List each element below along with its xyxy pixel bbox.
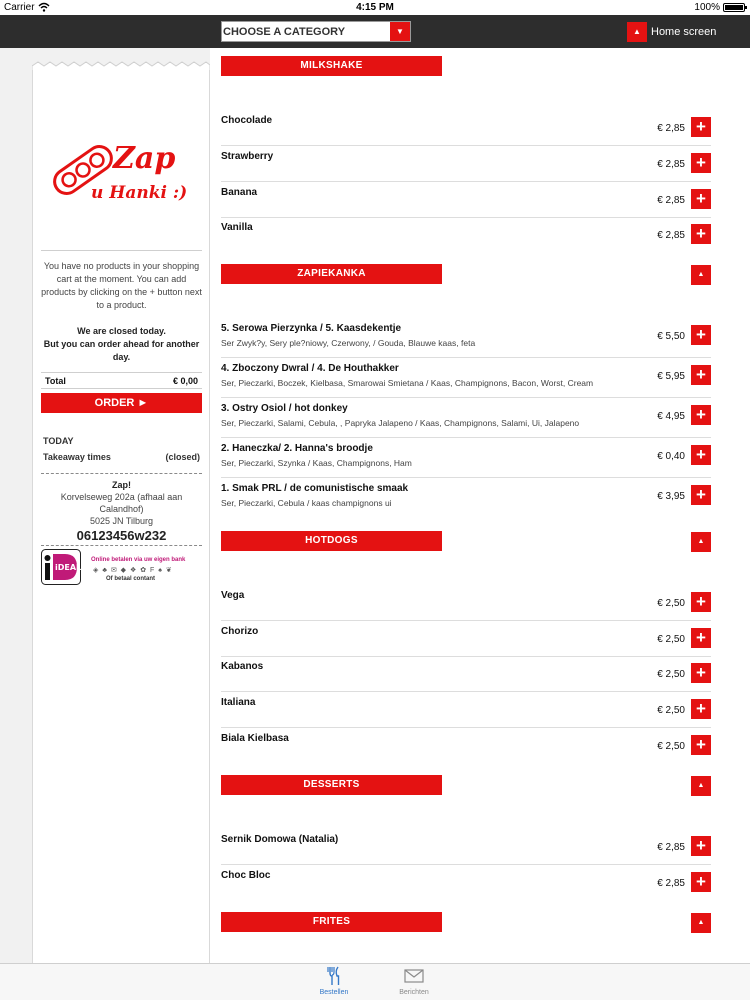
product-price: € 2,50 xyxy=(657,634,685,645)
collapse-category-button[interactable]: ▲ xyxy=(691,265,711,285)
add-to-cart-button[interactable]: + xyxy=(691,735,711,755)
address-line: Korvelseweg 202a (afhaal aan Calandhof) xyxy=(60,492,183,514)
product-description: Ser, Pieczarki, Salami, Cebula, , Papryka Jalapeno / Kaas, Champignons, Salami, Ui, Jalapeno xyxy=(221,418,580,428)
product-row xyxy=(221,692,711,728)
takeaway-label: Takeaway times xyxy=(43,452,111,462)
product-row xyxy=(221,621,711,657)
category-header: MILKSHAKE xyxy=(221,56,442,76)
product-price: € 0,40 xyxy=(657,451,685,462)
closed-notice xyxy=(41,325,202,364)
product-row xyxy=(221,728,711,764)
add-to-cart-button[interactable]: + xyxy=(691,117,711,137)
product-name: Italiana xyxy=(221,697,256,708)
add-to-cart-button[interactable]: + xyxy=(691,592,711,612)
category-header: DESSERTS xyxy=(221,775,442,795)
svg-text:iDEAL: iDEAL xyxy=(55,563,81,572)
cash-text: Of betaal contant xyxy=(106,576,156,582)
dashed-divider xyxy=(41,473,202,474)
tab-label-bestellen: Bestellen xyxy=(319,989,349,996)
product-row xyxy=(221,358,711,398)
product-row xyxy=(221,656,711,692)
product-row xyxy=(221,829,711,865)
add-to-cart-button[interactable]: + xyxy=(691,365,711,385)
product-row xyxy=(221,438,711,478)
zap-logo xyxy=(47,130,197,210)
envelope-icon xyxy=(403,966,425,986)
phone-number[interactable]: 06123456w232 xyxy=(76,528,167,543)
add-to-cart-button[interactable]: + xyxy=(691,663,711,683)
total-label: Total xyxy=(45,376,66,386)
status-bar xyxy=(0,0,750,15)
home-screen-button[interactable] xyxy=(627,22,716,42)
product-price: € 4,95 xyxy=(657,411,685,422)
add-to-cart-button[interactable]: + xyxy=(691,153,711,173)
collapse-category-button[interactable]: ▲ xyxy=(691,913,711,933)
home-screen-label: Home screen xyxy=(651,26,717,38)
tab-bestellen[interactable] xyxy=(304,966,364,996)
battery-icon xyxy=(723,3,745,12)
product-price: € 2,85 xyxy=(657,123,685,134)
cart-empty-message: You have no products in your shopping cart at the moment. You can add products by clicking on the + button next to a product. xyxy=(41,261,202,310)
ideal-logo xyxy=(41,549,81,585)
product-row xyxy=(221,217,711,253)
add-to-cart-button[interactable]: + xyxy=(691,224,711,244)
product-row xyxy=(221,585,711,621)
dashed-divider xyxy=(41,545,202,546)
category-header: HOTDOGS xyxy=(221,531,442,551)
shop-name: Zap! xyxy=(112,480,131,490)
product-price: € 2,85 xyxy=(657,230,685,241)
fork-knife-icon xyxy=(323,966,345,986)
product-description: Ser, Pieczarki, Szynka / Kaas, Champignons, Ham xyxy=(221,458,412,468)
category-select-label: CHOOSE A CATEGORY xyxy=(223,26,346,38)
product-row xyxy=(221,398,711,438)
product-name: Banana xyxy=(221,187,258,198)
takeaway-status: (closed) xyxy=(165,452,200,462)
clock: 4:15 PM xyxy=(356,2,394,13)
closed-subtitle: But you can order ahead for another day. xyxy=(43,339,200,362)
today-label: TODAY xyxy=(43,436,74,446)
product-name: Strawberry xyxy=(221,151,274,162)
product-name: Vega xyxy=(221,590,245,601)
add-to-cart-button[interactable]: + xyxy=(691,445,711,465)
add-to-cart-button[interactable]: + xyxy=(691,405,711,425)
ideal-text: Online betalen via uw eigen bank xyxy=(91,557,186,563)
cart-total-row xyxy=(45,376,198,386)
divider xyxy=(41,372,202,373)
add-to-cart-button[interactable]: + xyxy=(691,872,711,892)
product-name: Kabanos xyxy=(221,661,264,672)
product-price: € 5,50 xyxy=(657,331,685,342)
chevron-down-icon[interactable]: ▼ xyxy=(390,22,410,41)
product-description: Ser Zwyk?y, Sery ple?niowy, Czerwony, / Gouda, Blauwe kaas, feta xyxy=(221,338,476,348)
carrier-label: Carrier xyxy=(4,2,35,13)
battery-percent: 100% xyxy=(694,2,720,13)
divider xyxy=(41,250,202,251)
product-name: Sernik Domowa (Natalia) xyxy=(221,834,339,845)
postcode-line: 5025 JN Tilburg xyxy=(89,516,154,526)
product-price: € 2,50 xyxy=(657,669,685,680)
product-name: Chocolade xyxy=(221,115,273,126)
product-price: € 5,95 xyxy=(657,371,685,382)
add-to-cart-button[interactable]: + xyxy=(691,485,711,505)
product-name: Chorizo xyxy=(221,626,259,637)
product-price: € 2,85 xyxy=(657,159,685,170)
bank-logos: ◈ ♣ ✉ ◆ ❖ ✿ F ♠ ❦ xyxy=(93,567,173,574)
product-name: 2. Haneczka/ 2. Hanna's broodje xyxy=(221,443,373,454)
product-name: Vanilla xyxy=(221,222,253,233)
product-row xyxy=(221,318,711,358)
arrow-up-icon: ▲ xyxy=(627,22,647,42)
add-to-cart-button[interactable]: + xyxy=(691,836,711,856)
takeaway-times-row xyxy=(43,452,200,462)
product-row xyxy=(221,182,711,218)
product-row xyxy=(221,478,711,518)
add-to-cart-button[interactable]: + xyxy=(691,628,711,648)
product-price: € 2,50 xyxy=(657,741,685,752)
order-button[interactable]: ORDER ► xyxy=(41,393,202,413)
product-row xyxy=(221,865,711,901)
category-header: FRITES xyxy=(221,912,442,932)
product-name: 5. Serowa Pierzynka / 5. Kaasdekentje xyxy=(221,323,402,334)
product-row xyxy=(221,110,711,146)
tab-berichten[interactable] xyxy=(384,966,444,996)
product-row xyxy=(221,146,711,182)
product-price: € 2,50 xyxy=(657,705,685,716)
product-name: 3. Ostry Osiol / hot donkey xyxy=(221,403,348,414)
product-name: 4. Zboczony Dwral / 4. De Houthakker xyxy=(221,363,399,374)
product-price: € 2,85 xyxy=(657,195,685,206)
product-description: Ser, Pieczarki, Boczek, Kielbasa, Smarowai Smietana / Kaas, Champignons, Bacon, Worst, Cream xyxy=(221,378,594,388)
product-name: Choc Bloc xyxy=(221,870,271,881)
product-price: € 3,95 xyxy=(657,491,685,502)
category-select[interactable] xyxy=(221,21,411,42)
cart-sidebar xyxy=(32,70,210,963)
collapse-category-button[interactable]: ▲ xyxy=(691,532,711,552)
product-name: 1. Smak PRL / de comunistische smaak xyxy=(221,483,409,494)
product-price: € 2,85 xyxy=(657,878,685,889)
top-bar xyxy=(0,15,750,48)
logo-text-zap: Zap xyxy=(113,141,176,176)
shop-address xyxy=(41,479,202,543)
category-header: ZAPIEKANKA xyxy=(221,264,442,284)
tab-bar xyxy=(0,963,750,1000)
tab-label-berichten: Berichten xyxy=(399,989,429,996)
divider xyxy=(41,388,202,389)
total-value: € 0,00 xyxy=(172,376,198,386)
collapse-category-button[interactable]: ▲ xyxy=(691,776,711,796)
closed-title: We are closed today. xyxy=(77,326,166,336)
product-price: € 2,85 xyxy=(657,842,685,853)
product-price: € 2,50 xyxy=(657,598,685,609)
add-to-cart-button[interactable]: + xyxy=(691,699,711,719)
logo-text-tagline: u Hanki :) xyxy=(91,183,188,203)
ideal-payment-banner xyxy=(41,549,202,589)
add-to-cart-button[interactable]: + xyxy=(691,189,711,209)
product-name: Biala Kielbasa xyxy=(221,733,289,744)
add-to-cart-button[interactable]: + xyxy=(691,325,711,345)
product-description: Ser, Pieczarki, Cebula / kaas champignons ui xyxy=(221,498,392,508)
